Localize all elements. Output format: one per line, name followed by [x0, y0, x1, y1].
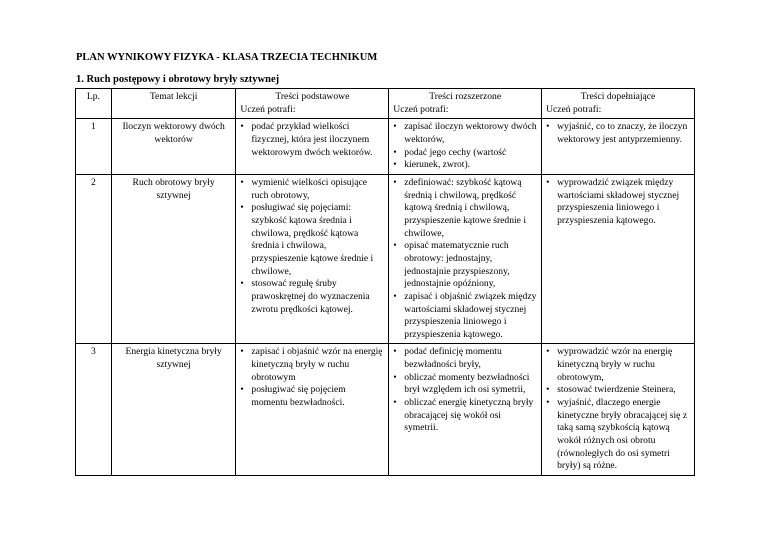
row-supplementary — [542, 119, 695, 175]
row-topic: Ruch obrotowy bryły sztywnej — [111, 174, 236, 344]
header-basic-label: Treści podstawowe — [275, 91, 350, 102]
list-item: • podać przykład wielkości fizycznej, która jest iloczynem wektorowym dwóch wektorów. — [240, 121, 384, 159]
header-extended-sub: Uczeń potrafi: — [393, 103, 449, 115]
lesson-plan-table — [75, 88, 695, 476]
list-item: • obliczać energię kinetyczną bryły obracającej się wokół osi symetrii. — [393, 397, 537, 435]
row-extended — [389, 174, 542, 344]
list-item: • posługiwać się pojęciami: szybkość kątowa średnia i chwilowa, prędkość kątowa średnia i chwilowa, przyspieszenie kątowe średnie i chwilowe, — [240, 202, 384, 278]
list-item: • podać definicję momentu bezwładności bryły, — [393, 346, 537, 371]
header-supplementary-sub: Uczeń potrafi: — [546, 103, 602, 115]
table-row — [76, 174, 695, 344]
document-title: PLAN WYNIKOWY FIZYKA - KLASA TRZECIA TECHNIKUM — [76, 52, 378, 63]
list-item: • obliczać momenty bezwładności brył względem ich osi symetrii, — [393, 372, 537, 397]
header-supplementary-label: Treści dopełniające — [580, 91, 656, 102]
header-basic-sub: Uczeń potrafi: — [240, 103, 296, 115]
header-extended-label: Treści rozszerzone — [429, 91, 502, 102]
row-lp: 3 — [76, 344, 112, 476]
table-header-row — [76, 89, 695, 119]
list-item: • kierunek, zwrot). — [393, 159, 537, 172]
list-item: • wyjaśnić, dlaczego energie kinetyczne bryły obracającej się z taką samą szybkością kątową wokół różnych osi obrotu (równoległych do osi symetri bryły) są różne. — [546, 397, 690, 473]
row-lp: 2 — [76, 174, 112, 344]
header-supplementary — [542, 89, 695, 119]
list-item: • stosować twierdzenie Steinera, — [546, 384, 690, 397]
row-extended — [389, 344, 542, 476]
list-item: • posługiwać się pojęciem momentu bezwładności. — [240, 384, 384, 409]
header-topic: Temat lekcji — [111, 89, 236, 119]
list-item: • wyprowadzić związek między wartościami składowej stycznej przyspieszenia liniowego i przyspieszenia kątowego. — [546, 177, 690, 228]
header-basic — [236, 89, 389, 119]
header-extended — [389, 89, 542, 119]
row-basic — [236, 174, 389, 344]
list-item: • zapisać iloczyn wektorowy dwóch wektorów, — [393, 121, 537, 146]
list-item: • opisać matematycznie ruch obrotowy: jednostajny, jednostajnie przyspieszony, jednostajnie opóźniony, — [393, 240, 537, 291]
section-heading: 1. Ruch postępowy i obrotowy bryły sztywnej — [76, 74, 280, 85]
list-item: • wyprowadzić wzór na energię kinetyczną bryły w ruchu obrotowym, — [546, 346, 690, 384]
list-item: • stosować regułę śruby prawoskrętnej do wyznaczenia zwrotu prędkości kątowej. — [240, 278, 384, 316]
table-row — [76, 119, 695, 175]
row-topic: Energia kinetyczna bryły sztywnej — [111, 344, 236, 476]
list-item: • wyjaśnić, co to znaczy, że iloczyn wektorowy jest antyprzemienny. — [546, 121, 690, 146]
list-item: • zapisać i objaśnić związek między wartościami składowej stycznej przyspieszenia liniowego i przyspieszenia kątowego. — [393, 291, 537, 342]
list-item: • wymienić wielkości opisujące ruch obrotowy, — [240, 177, 384, 202]
table-row — [76, 344, 695, 476]
list-item: • podać jego cechy (wartość — [393, 147, 537, 160]
row-basic — [236, 344, 389, 476]
list-item: • zapisać i objaśnić wzór na energię kinetyczną bryły w ruchu obrotowym — [240, 346, 384, 384]
row-lp: 1 — [76, 119, 112, 175]
row-topic: Iloczyn wektorowy dwóch wektorów — [111, 119, 236, 175]
header-lp: Lp. — [76, 89, 112, 119]
list-item: • zdefiniować: szybkość kątową średnią i chwilową, prędkość kątową średnią i chwilową, przyspieszenie kątowe średnie i chwilowe, — [393, 177, 537, 240]
row-supplementary — [542, 344, 695, 476]
row-basic — [236, 119, 389, 175]
row-supplementary — [542, 174, 695, 344]
row-extended — [389, 119, 542, 175]
